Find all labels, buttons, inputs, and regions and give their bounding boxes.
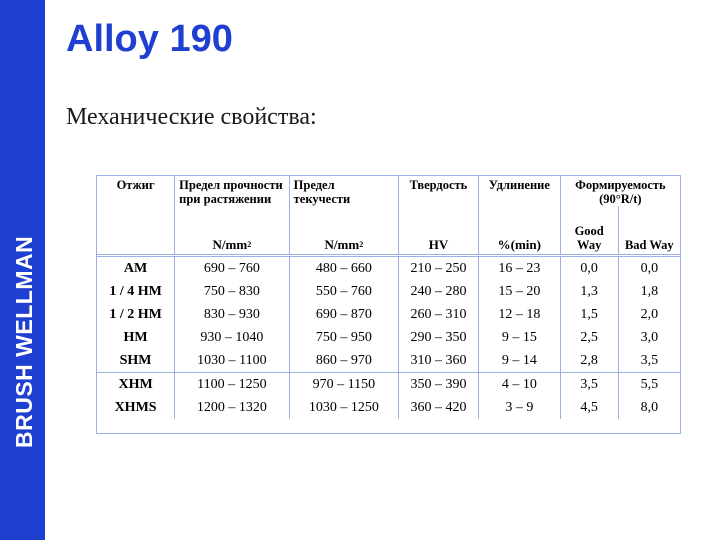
page-subtitle: Механические свойства: — [66, 104, 317, 130]
bad-way-cell: 2,0 — [640, 307, 659, 322]
temper-cell: HM — [97, 326, 175, 349]
header-elongation: Удлинение — [478, 176, 560, 206]
tensile-cell: 930 – 1040 — [175, 326, 290, 349]
hardness-cell: 210 – 250 — [399, 256, 479, 281]
hardness-cell: 290 – 350 — [399, 326, 479, 349]
table-row — [97, 280, 680, 303]
table-row — [97, 396, 680, 419]
tensile-unit-exponent: 2 — [247, 240, 252, 249]
yield-cell: 860 – 970 — [289, 349, 398, 373]
bad-way-cell: 5,5 — [618, 373, 680, 397]
good-way-cell: 3,5 — [560, 373, 618, 397]
yield-cell: 480 – 660 — [289, 256, 398, 281]
good-way-cell: 0,0 — [560, 256, 618, 281]
elongation-cell: 9 – 15 — [478, 326, 560, 349]
properties-table-frame — [96, 175, 681, 434]
tensile-cell: 750 – 830 — [175, 280, 290, 303]
temper-cell: SHM — [97, 349, 175, 373]
brand-name: BRUSH WELLMAN — [11, 235, 37, 448]
hardness-cell: 240 – 280 — [399, 280, 479, 303]
header-yield: Предел текучести — [289, 176, 398, 206]
elongation-cell: 4 – 10 — [478, 373, 560, 397]
tensile-cell: 1030 – 1100 — [175, 349, 290, 373]
temper-cell: AM — [97, 256, 175, 281]
hardness-cell: 260 – 310 — [399, 303, 479, 326]
header-tensile-unit — [175, 206, 290, 256]
header-annealing-unit — [97, 206, 175, 256]
elongation-cell: 3 – 9 — [478, 396, 560, 419]
header-yield-unit — [289, 206, 398, 256]
bad-way-cell: 1,8 — [640, 284, 659, 299]
tensile-cell: 1100 – 1250 — [175, 373, 290, 397]
tensile-cell: 1200 – 1320 — [175, 396, 290, 419]
table-row — [97, 256, 680, 281]
brand-sidebar — [0, 0, 45, 540]
yield-cell: 1030 – 1250 — [289, 396, 398, 419]
elongation-cell: 15 – 20 — [478, 280, 560, 303]
header-annealing: Отжиг — [97, 176, 175, 206]
bad-way-cell: 3,5 — [640, 353, 659, 368]
header-tensile: Предел прочности при растяжении — [175, 176, 290, 206]
yield-unit-text: N/mm — [324, 237, 360, 252]
elongation-cell: 12 – 18 — [478, 303, 560, 326]
header-good-way: Good Way — [560, 206, 618, 256]
header-hardness-unit: HV — [399, 206, 479, 256]
yield-cell: 690 – 870 — [289, 303, 398, 326]
yield-unit-exponent: 2 — [359, 240, 364, 249]
table-row — [97, 373, 680, 397]
hardness-cell: 350 – 390 — [399, 373, 479, 397]
header-bad-way: Bad Way — [624, 238, 674, 252]
tensile-cell: 830 – 930 — [175, 303, 290, 326]
header-formability: Формируемость (90°R/t) — [575, 178, 666, 206]
hardness-cell: 310 – 360 — [399, 349, 479, 373]
temper-cell: XHMS — [97, 396, 175, 419]
yield-cell: 550 – 760 — [289, 280, 398, 303]
table-row — [97, 303, 680, 326]
tensile-cell: 690 – 760 — [175, 256, 290, 281]
hardness-cell: 360 – 420 — [399, 396, 479, 419]
good-way-cell: 4,5 — [560, 396, 618, 419]
bad-way-cell: 8,0 — [640, 400, 659, 415]
bad-way-cell: 0,0 — [618, 256, 680, 281]
temper-cell: 1 / 2 HM — [97, 303, 175, 326]
good-way-cell: 1,5 — [560, 303, 618, 326]
header-hardness: Твердость — [399, 176, 479, 206]
good-way-cell: 1,3 — [560, 280, 618, 303]
temper-cell: XHM — [97, 373, 175, 397]
bad-way-cell: 3,0 — [640, 330, 659, 345]
good-way-cell: 2,8 — [560, 349, 618, 373]
tensile-unit-text: N/mm — [212, 237, 248, 252]
yield-cell: 750 – 950 — [289, 326, 398, 349]
mechanical-properties-table — [97, 176, 680, 419]
header-elongation-unit: %(min) — [478, 206, 560, 256]
elongation-cell: 16 – 23 — [478, 256, 560, 281]
good-way-cell: 2,5 — [560, 326, 618, 349]
page-title: Alloy 190 — [66, 18, 233, 60]
table-row — [97, 326, 680, 349]
table-row — [97, 349, 680, 373]
yield-cell: 970 – 1150 — [289, 373, 398, 397]
elongation-cell: 9 – 14 — [478, 349, 560, 373]
temper-cell: 1 / 4 HM — [97, 280, 175, 303]
